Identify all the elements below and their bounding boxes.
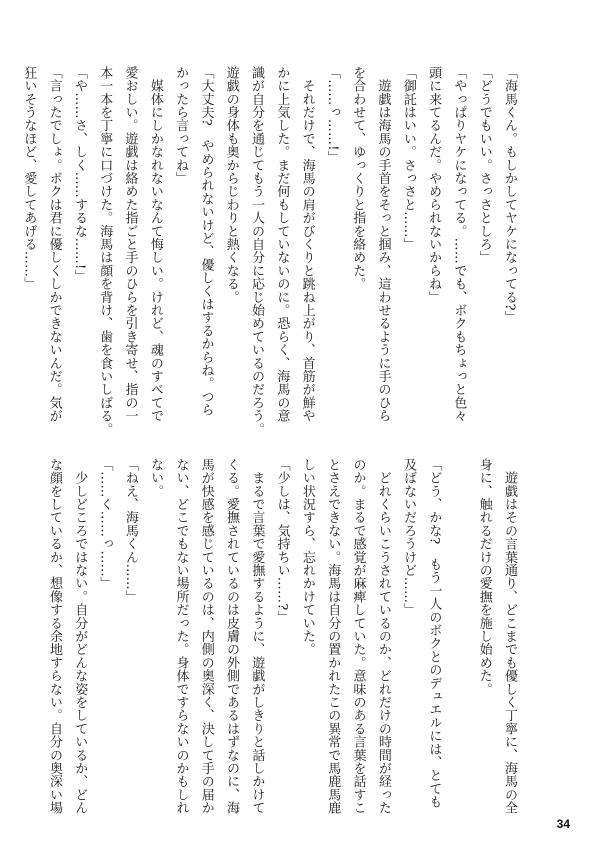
text-column: 「大丈夫? やめられないけど、優しくはするからね。つら	[198, 66, 214, 417]
text-column: のか。まるで感覚が麻痺していた。意味のある言葉を話すこ	[350, 458, 366, 815]
text-column: 遊戯は海馬の手首をそっと掴み、這わせるように手のひら	[375, 66, 391, 423]
text-column: 及ばないだろうけど……」	[401, 458, 417, 617]
text-column: な顔をしているか、想像する余地すらない。自分の奥深い場	[46, 458, 62, 815]
text-column: くる。愛撫されているのは皮膚の外側であるはずなのに、海	[224, 458, 240, 815]
text-column: ない。	[148, 458, 164, 498]
text-column: 「御託はいい。さっさと……」	[400, 66, 416, 251]
text-column	[446, 458, 471, 804]
text-column: 頭に来てるんだ。やめられないからね」	[426, 66, 442, 304]
page-number: 34	[556, 817, 570, 831]
text-column: 識が自分を通じてもう一人の自分に応じ始めているのだろう。	[249, 66, 265, 436]
text-column: 「海馬くん。もしかしてヤケになってる?」	[502, 66, 517, 324]
text-column: 「……っ……!」	[324, 66, 340, 164]
text-column: とさえできない。海馬は自分の置かれたこの異常で馬鹿馬鹿	[325, 458, 341, 815]
text-block-bottom	[46, 458, 522, 815]
text-column: 「ねえ、海馬くん……」	[122, 458, 138, 604]
text-column: 「どうでもいい。さっさとしろ」	[476, 66, 492, 264]
text-column: 愛おしい。遊戯は絡めた指ごと手のひらを引き寄せ、指の一	[122, 66, 138, 423]
text-column: 「少しは、気持ちい……?」	[274, 458, 290, 624]
text-column: 「どう、かな? もう一人のボクとのデュエルには、とても	[426, 458, 442, 809]
text-column: 遊戯はその言葉通り、どこまでも優しく丁寧に、海馬の全	[502, 458, 517, 815]
text-column: 「や……さ、しく……するな……!」	[71, 66, 87, 283]
text-column: 遊戯の身体も奥からじわりと熱くなる。	[223, 66, 239, 304]
text-column: どれくらいこうされているのか、どれだけの時間が経った	[375, 458, 391, 815]
text-column: 「やっぱりヤケになってる。……でも、ボクもちょっと色々	[451, 66, 467, 423]
text-column: 馬が快感を感じているのは、内側の奥深く、決して手の届か	[198, 458, 214, 815]
text-column: 少しどころではない。自分がどんな姿をしているか、どん	[72, 458, 88, 815]
text-column: 狂いそうなほど、愛してあげる……」	[21, 66, 37, 291]
text-column: かに上気した。まだ何もしていないのに。恐らく、海馬の意	[274, 66, 290, 423]
text-column: 媒体にしかなれないなんて悔しい。けれど、魂のすべてで	[147, 66, 163, 423]
text-column: ない、どこでもない場所だった。身体ですらないのかもしれ	[173, 458, 189, 815]
text-column: 「言ったでしょ。ボクは君に優しくしかできないんだ。気が	[46, 66, 62, 423]
text-column: しい状況すら、忘れかけていた。	[299, 458, 315, 656]
text-column: 身に、触れるだけの愛撫を施し始めた。	[476, 458, 492, 696]
text-column: まるで言葉で愛撫するように、遊戯がしきりと話しかけて	[249, 458, 265, 815]
text-column: 「……く……っ……」	[97, 458, 113, 590]
text-block-top	[21, 66, 522, 436]
text-column: かったら言ってね」	[173, 66, 189, 185]
text-column: それだけで、海馬の肩がびくりと跳ね上がり、首筋が鮮や	[299, 66, 315, 423]
text-column: を合わせて、ゆっくりと指を絡めた。	[350, 66, 366, 291]
text-column: 本一本を丁寧に口づけた。海馬は顔を背け、歯を食いしばる。	[97, 66, 113, 436]
